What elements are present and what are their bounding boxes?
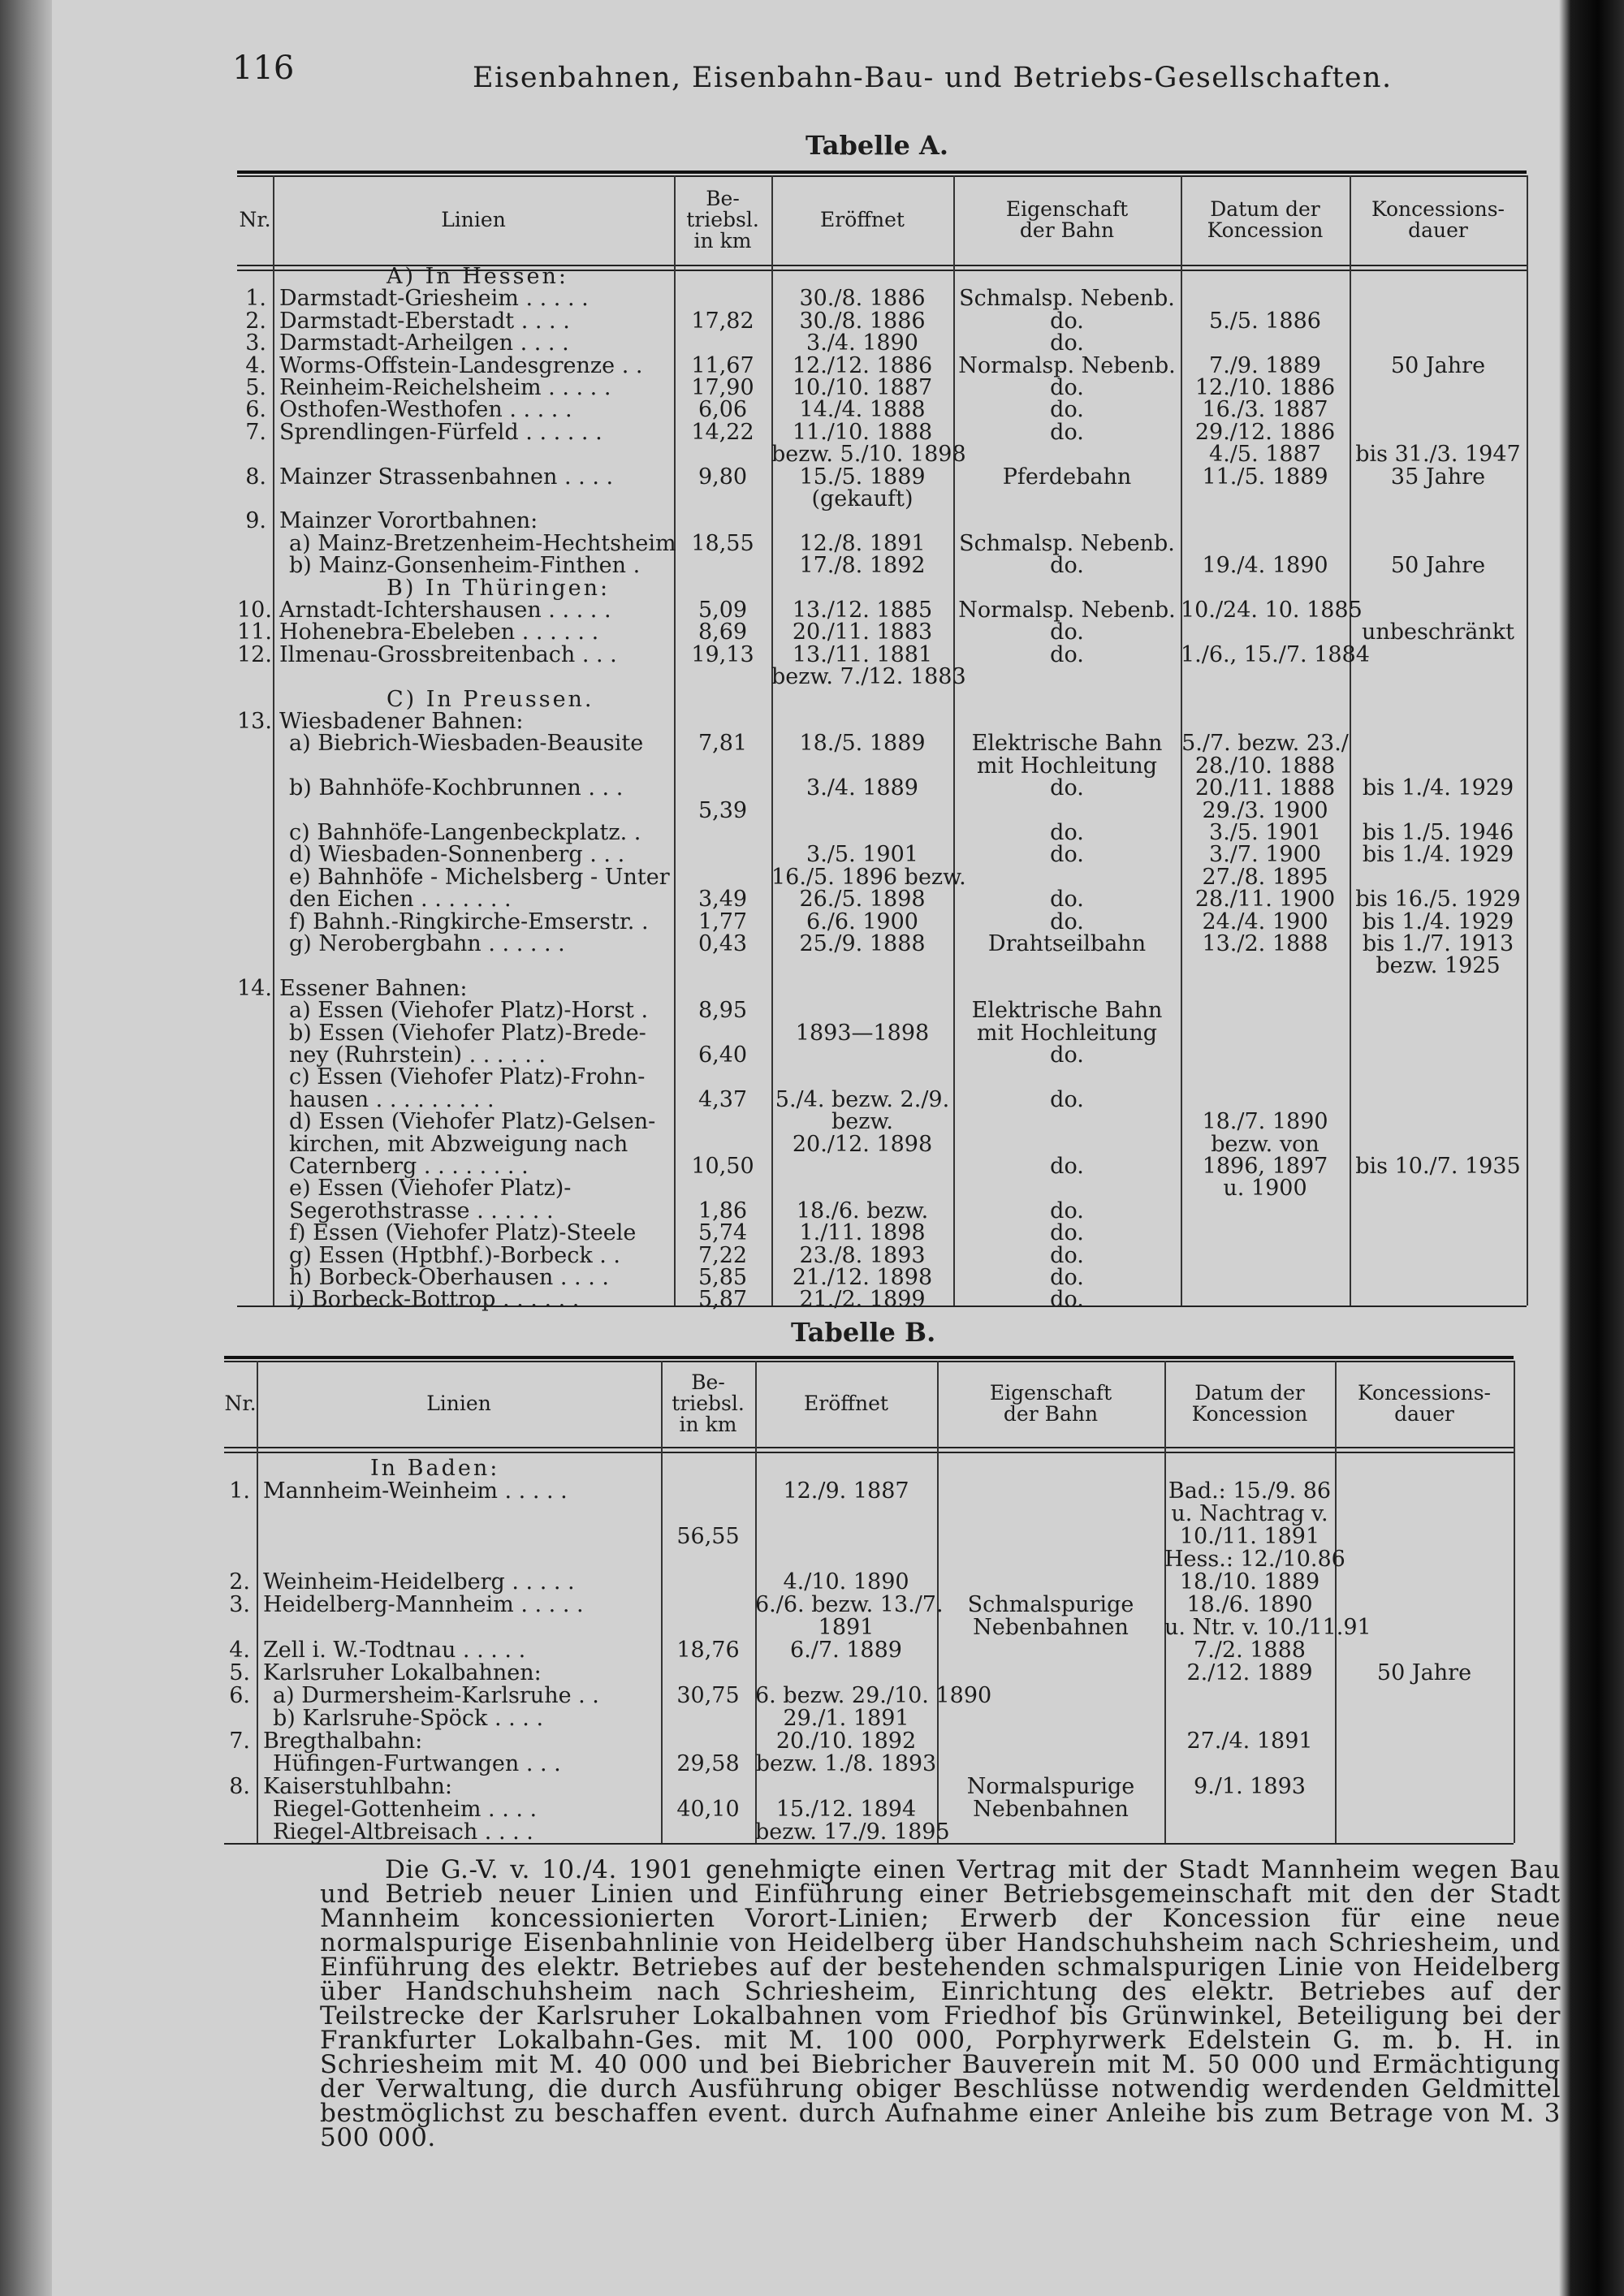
cell-eroeffnet: bezw. 7./12. 1883 (771, 664, 966, 690)
cell-datum: 10./24. 10. 1885 (1181, 598, 1363, 623)
cell-linie: f) Essen (Viehofer Platz)-Steele (289, 1220, 637, 1246)
cell-betriebslaenge: 5,85 (698, 1265, 748, 1290)
cell-dauer: 50 Jahre (1390, 352, 1486, 378)
cell-eigenschaft: Drahtseilbahn (987, 931, 1147, 956)
cell-datum: 2./12. 1889 (1186, 1660, 1313, 1685)
table-top-rule (237, 170, 1527, 174)
cell-dauer: 50 Jahre (1390, 553, 1486, 579)
header-nr: Nr. (239, 208, 271, 231)
column-divider (1514, 1361, 1515, 1843)
cell-nr: 5. (245, 375, 266, 400)
cell-linie: f) Bahnh.-Ringkirche-Emserstr. . (289, 908, 649, 934)
cell-nr: 12. (237, 641, 272, 667)
cell-nr: 4. (229, 1638, 250, 1663)
cell-eroeffnet: 15./5. 1889 (799, 464, 926, 490)
book-gutter-left (0, 0, 52, 2296)
cell-eigenschaft: Normalspurige (966, 1774, 1135, 1799)
table-bottom-rule (224, 1843, 1514, 1845)
cell-datum: 28./10. 1888 (1194, 753, 1336, 779)
cell-eroeffnet: 12./8. 1891 (799, 530, 926, 556)
cell-betriebslaenge: 5,87 (698, 1287, 748, 1313)
cell-linie: ney (Ruhrstein) . . . . . . (289, 1042, 546, 1068)
cell-eigenschaft: do. (1050, 842, 1084, 868)
cell-dauer: 50 Jahre (1376, 1660, 1472, 1685)
cell-eroeffnet: 13./12. 1885 (792, 598, 933, 623)
cell-eigenschaft: Nebenbahnen (973, 1615, 1129, 1640)
header-datum: Datum der Koncession (1207, 197, 1324, 242)
table-title: Tabelle B. (791, 1317, 936, 1348)
cell-eroeffnet: 14./4. 1888 (799, 397, 926, 423)
cell-nr: 1. (245, 286, 266, 312)
cell-nr: 7. (245, 419, 266, 445)
cell-linie: c) Essen (Viehofer Platz)-Frohn- (289, 1064, 646, 1090)
cell-betriebslaenge: 18,55 (691, 530, 754, 556)
cell-eroeffnet: (gekauft) (811, 486, 914, 511)
cell-eroeffnet: 21./2. 1899 (799, 1287, 926, 1313)
cell-dauer: bis 1./4. 1929 (1362, 842, 1514, 868)
cell-linie: Kaiserstuhlbahn: (263, 1774, 453, 1799)
cell-linie: b) Essen (Viehofer Platz)-Brede- (289, 1020, 646, 1046)
cell-nr: 8. (229, 1774, 250, 1799)
header-eroeffnet: Eröffnet (820, 208, 905, 231)
cell-linie: Heidelberg-Mannheim . . . . . (263, 1592, 584, 1617)
cell-linie: Mainzer Vorortbahnen: (279, 508, 538, 534)
cell-datum: u. 1900 (1223, 1176, 1307, 1202)
cell-betriebslaenge: 17,90 (691, 375, 754, 400)
cell-linie: B) In Thüringen: (387, 575, 611, 601)
column-divider (1527, 175, 1528, 1306)
table-top-rule-thin (224, 1361, 1514, 1362)
cell-eroeffnet: 25./9. 1888 (799, 931, 926, 956)
cell-datum: Hess.: 12./10.86 (1164, 1547, 1345, 1572)
cell-datum: Bad.: 15./9. 86 (1168, 1478, 1332, 1504)
cell-dauer: bis 1./5. 1946 (1362, 820, 1514, 845)
cell-nr: 6. (245, 397, 266, 423)
page-running-title: Eisenbahnen, Eisenbahn-Bau- und Betriebs-Gesellschaften. (473, 62, 1393, 94)
cell-nr: 3. (245, 330, 266, 356)
cell-linie: Osthofen-Westhofen . . . . . (279, 397, 572, 423)
cell-linie: Essener Bahnen: (279, 975, 468, 1001)
cell-eroeffnet: 1893—1898 (795, 1020, 930, 1046)
cell-linie: Riegel-Altbreisach . . . . (273, 1819, 533, 1845)
table-top-rule (224, 1356, 1514, 1359)
cell-datum: 3./7. 1900 (1209, 842, 1321, 868)
table-bottom-rule (237, 1306, 1527, 1307)
cell-eroeffnet: 6. bezw. 29./10. 1890 (755, 1683, 992, 1708)
cell-betriebslaenge: 14,22 (691, 419, 754, 445)
header-datum: Datum der Koncession (1191, 1381, 1308, 1426)
cell-betriebslaenge: 29,58 (676, 1751, 740, 1776)
cell-datum: 29./3. 1900 (1202, 797, 1328, 823)
cell-eroeffnet: 21./12. 1898 (792, 1265, 933, 1290)
cell-datum: 27./8. 1895 (1202, 864, 1328, 890)
cell-betriebslaenge: 17,82 (691, 308, 754, 334)
cell-eroeffnet: 1./11. 1898 (799, 1220, 926, 1246)
cell-linie: a) Essen (Viehofer Platz)-Horst . (289, 998, 649, 1024)
cell-nr: 5. (229, 1660, 250, 1685)
cell-linie: b) Mainz-Gonsenheim-Finthen . (289, 553, 641, 579)
cell-eroeffnet: 3./5. 1901 (806, 842, 918, 868)
header-betriebslaenge: Be- triebsl. in km (686, 187, 759, 252)
cell-eroeffnet: 5./4. bezw. 2./9. (775, 1086, 950, 1112)
header-linien: Linien (426, 1392, 491, 1415)
cell-linie: Wiesbadener Bahnen: (279, 709, 524, 734)
cell-datum: 29./12. 1886 (1194, 419, 1336, 445)
column-divider (1335, 1361, 1337, 1843)
cell-eroeffnet: 29./1. 1891 (783, 1706, 909, 1731)
table-top-rule-thin (237, 175, 1527, 177)
column-divider (257, 1361, 258, 1843)
cell-linie: hausen . . . . . . . . . (289, 1086, 495, 1112)
cell-nr: 4. (245, 352, 266, 378)
cell-eigenschaft: do. (1050, 820, 1084, 845)
cell-datum: 16./3. 1887 (1202, 397, 1328, 423)
cell-linie: Sprendlingen-Fürfeld . . . . . . (279, 419, 603, 445)
cell-datum: 27./4. 1891 (1186, 1728, 1313, 1754)
cell-datum: 5./7. bezw. 23./ (1181, 731, 1349, 757)
cell-linie: Segerothstrasse . . . . . . (289, 1198, 554, 1224)
cell-linie: Zell i. W.-Todtnau . . . . . (263, 1638, 526, 1663)
cell-eroeffnet: bezw. 5./10. 1898 (771, 442, 966, 468)
cell-linie: In Baden: (370, 1456, 500, 1481)
cell-dauer: bis 1./4. 1929 (1362, 908, 1514, 934)
cell-dauer: 35 Jahre (1390, 464, 1486, 490)
cell-datum: 5./5. 1886 (1209, 308, 1321, 334)
cell-eroeffnet: 20./10. 1892 (775, 1728, 917, 1754)
cell-dauer: unbeschränkt (1361, 619, 1514, 645)
cell-nr: 3. (229, 1592, 250, 1617)
cell-linie: e) Essen (Viehofer Platz)- (289, 1176, 572, 1202)
cell-linie: Riegel-Gottenheim . . . . (273, 1797, 538, 1822)
cell-linie: Darmstadt-Griesheim . . . . . (279, 286, 589, 312)
paragraph-text: Die G.-V. v. 10./4. 1901 genehmigte einen Vertrag mit der Stadt Mannheim wegen Bau und Betrieb neuer Linien und Einführung einer Betriebsgemeinschaft mit den der Stadt Mannheim koncessionierten Vorort-Linien; Erwerb der Koncession für eine neue normalspurige Eisenbahnlinie von Heidelberg über Handschuhsheim nach Schriesheim, und Einführung des elektr. Betriebes auf der bestehenden schmalspurigen Linie von Heidelberg über Handschuhsheim nach Schriesheim, Einrichtung des elektr. Betriebes auf der Teilstrecke der Karlsruher Lokalbahnen vom Friedhof bis Grünwinkel, Beteiligung bei der Frankfurter Lokalbahn-Ges. mit M. 100 000, Porphyrwerk Edelstein G. m. b. H. in Schriesheim mit M. 40 000 und bei Biebricher Bauverein mit M. 50 000 und Ermächtigung der Verwaltung, die durch Ausführung obiger Beschlüsse notwendig werdenden Geldmittel bestmöglichst zu beschaffen event. durch Aufnahme einer Anleihe bis zum Betrage von M. 3 500 000. (320, 1855, 1561, 2152)
cell-linie: Arnstadt-Ichtershausen . . . . . (279, 598, 611, 623)
cell-datum: 1./6., 15./7. 1884 (1181, 641, 1370, 667)
cell-dauer: bezw. 1925 (1376, 953, 1501, 979)
cell-eigenschaft: mit Hochleitung (976, 753, 1158, 779)
cell-dauer: bis 1./7. 1913 (1362, 931, 1514, 956)
cell-linie: d) Wiesbaden-Sonnenberg . . . (289, 842, 625, 868)
cell-eroeffnet: 12./12. 1886 (792, 352, 933, 378)
cell-dauer: bis 16./5. 1929 (1355, 887, 1521, 913)
cell-eroeffnet: 6./7. 1889 (790, 1638, 902, 1663)
cell-nr: 14. (237, 975, 272, 1001)
cell-linie: c) Bahnhöfe-Langenbeckplatz. . (289, 820, 641, 845)
column-divider (1350, 175, 1351, 1306)
cell-betriebslaenge: 11,67 (691, 352, 754, 378)
cell-linie: Mannheim-Weinheim . . . . . (263, 1478, 568, 1504)
cell-betriebslaenge: 3,49 (698, 887, 748, 913)
cell-linie: Karlsruher Lokalbahnen: (263, 1660, 542, 1685)
cell-linie: b) Karlsruhe-Spöck . . . . (273, 1706, 544, 1731)
cell-linie: den Eichen . . . . . . . (289, 887, 512, 913)
cell-eroeffnet: 4./10. 1890 (783, 1569, 909, 1595)
cell-nr: 2. (229, 1569, 250, 1595)
cell-datum: u. Nachtrag v. (1171, 1501, 1328, 1526)
cell-nr: 11. (237, 619, 272, 645)
cell-eroeffnet: 6./6. bezw. 13./7. (755, 1592, 944, 1617)
cell-eigenschaft: Normalsp. Nebenb. (958, 352, 1176, 378)
cell-eigenschaft: do. (1050, 1154, 1084, 1179)
cell-nr: 13. (237, 709, 272, 734)
cell-eroeffnet: bezw. 17./9. 1895 (755, 1819, 950, 1845)
cell-linie: a) Biebrich-Wiesbaden-Beausite (289, 731, 644, 757)
cell-betriebslaenge: 1,77 (698, 908, 748, 934)
cell-eroeffnet: bezw. 1./8. 1893 (755, 1751, 937, 1776)
cell-eigenschaft: do. (1050, 330, 1084, 356)
cell-nr: 9. (245, 508, 266, 534)
cell-betriebslaenge: 30,75 (676, 1683, 740, 1708)
cell-betriebslaenge: 7,22 (698, 1242, 748, 1268)
cell-eroeffnet: 18./6. bezw. (796, 1198, 929, 1224)
cell-eroeffnet: 12./9. 1887 (783, 1478, 909, 1504)
cell-betriebslaenge: 5,74 (698, 1220, 748, 1246)
cell-eigenschaft: do. (1050, 553, 1084, 579)
cell-linie: h) Borbeck-Oberhausen . . . . (289, 1265, 609, 1290)
header-eigenschaft: Eigenschaft der Bahn (989, 1381, 1112, 1426)
cell-eroeffnet: 3./4. 1889 (806, 775, 918, 801)
cell-betriebslaenge: 8,69 (698, 619, 748, 645)
cell-eigenschaft: do. (1050, 1086, 1084, 1112)
cell-eigenschaft: do. (1050, 1198, 1084, 1224)
table-header-rule (224, 1447, 1514, 1453)
cell-linie: Darmstadt-Arheilgen . . . . (279, 330, 569, 356)
cell-eroeffnet: 17./8. 1892 (799, 553, 926, 579)
cell-eigenschaft: do. (1050, 619, 1084, 645)
cell-linie: i) Borbeck-Bottrop . . . . . . (289, 1287, 580, 1313)
cell-linie: Reinheim-Reichelsheim . . . . . (279, 375, 611, 400)
cell-datum: 18./7. 1890 (1202, 1109, 1328, 1135)
cell-linie: Caternberg . . . . . . . . (289, 1154, 529, 1179)
cell-eroeffnet: 13./11. 1881 (792, 641, 933, 667)
cell-linie: Mainzer Strassenbahnen . . . . (279, 464, 614, 490)
cell-linie: Ilmenau-Grossbreitenbach . . . (279, 641, 617, 667)
cell-eroeffnet: 3./4. 1890 (806, 330, 918, 356)
header-dauer: Koncessions- dauer (1357, 1381, 1492, 1426)
cell-betriebslaenge: 40,10 (676, 1797, 740, 1822)
cell-datum: 20./11. 1888 (1194, 775, 1336, 801)
cell-eigenschaft: do. (1050, 397, 1084, 423)
cell-eroeffnet: 20./11. 1883 (792, 619, 933, 645)
cell-linie: Bregthalbahn: (263, 1728, 423, 1754)
cell-betriebslaenge: 5,39 (698, 797, 748, 823)
cell-eroeffnet: 15./12. 1894 (775, 1797, 917, 1822)
cell-linie: g) Essen (Hptbhf.)-Borbeck . . (289, 1242, 621, 1268)
cell-eigenschaft: Elektrische Bahn (971, 731, 1163, 757)
cell-eigenschaft: Normalsp. Nebenb. (958, 598, 1176, 623)
cell-eigenschaft: do. (1050, 887, 1084, 913)
cell-eigenschaft: do. (1050, 1042, 1084, 1068)
cell-linie: Darmstadt-Eberstadt . . . . (279, 308, 570, 334)
cell-eigenschaft: Pferdebahn (1002, 464, 1132, 490)
cell-datum: 11./5. 1889 (1202, 464, 1328, 490)
cell-linie: b) Bahnhöfe-Kochbrunnen . . . (289, 775, 624, 801)
cell-eigenschaft: do. (1050, 375, 1084, 400)
cell-nr: 10. (237, 598, 272, 623)
cell-betriebslaenge: 0,43 (698, 931, 748, 956)
cell-eroeffnet: 1891 (818, 1615, 875, 1640)
header-nr: Nr. (224, 1392, 257, 1415)
cell-linie: g) Nerobergbahn . . . . . . (289, 931, 565, 956)
cell-nr: 2. (245, 308, 266, 334)
cell-eroeffnet: 18./5. 1889 (799, 731, 926, 757)
cell-betriebslaenge: 18,76 (676, 1638, 740, 1663)
cell-eroeffnet: 30./8. 1886 (799, 308, 926, 334)
cell-linie: d) Essen (Viehofer Platz)-Gelsen- (289, 1109, 656, 1135)
cell-datum: 18./10. 1889 (1179, 1569, 1320, 1595)
cell-eroeffnet: 20./12. 1898 (792, 1131, 933, 1157)
cell-datum: 4./5. 1887 (1209, 442, 1321, 468)
cell-linie: Worms-Offstein-Landesgrenze . . (279, 352, 643, 378)
body-paragraph (320, 1855, 1561, 2152)
cell-betriebslaenge: 19,13 (691, 641, 754, 667)
cell-linie: kirchen, mit Abzweigung nach (289, 1131, 628, 1157)
cell-linie: C) In Preussen. (387, 686, 594, 712)
cell-datum: 3./5. 1901 (1209, 820, 1321, 845)
cell-eroeffnet: 6./6. 1900 (806, 908, 918, 934)
cell-linie: A) In Hessen: (387, 264, 568, 289)
cell-nr: 6. (229, 1683, 250, 1708)
cell-betriebslaenge: 6,06 (698, 397, 748, 423)
cell-datum: bezw. von (1211, 1131, 1320, 1157)
cell-eigenschaft: Schmalsp. Nebenb. (959, 286, 1175, 312)
cell-datum: 7./2. 1888 (1194, 1638, 1306, 1663)
cell-eroeffnet: 16./5. 1896 bezw. (771, 864, 966, 890)
cell-eroeffnet: 30./8. 1886 (799, 286, 926, 312)
cell-datum: 9./1. 1893 (1194, 1774, 1306, 1799)
cell-datum: 1896, 1897 (1202, 1154, 1328, 1179)
cell-betriebslaenge: 5,09 (698, 598, 748, 623)
cell-eigenschaft: Schmalspurige (967, 1592, 1134, 1617)
cell-dauer: bis 1./4. 1929 (1362, 775, 1514, 801)
header-linien: Linien (441, 208, 506, 231)
cell-datum: 24./4. 1900 (1202, 908, 1328, 934)
cell-datum: u. Ntr. v. 10./11.91 (1164, 1615, 1371, 1640)
cell-eroeffnet: 23./8. 1893 (799, 1242, 926, 1268)
cell-datum: 10./11. 1891 (1179, 1524, 1320, 1549)
cell-eigenschaft: do. (1050, 1265, 1084, 1290)
cell-eigenschaft: do. (1050, 641, 1084, 667)
cell-datum: 18./6. 1890 (1186, 1592, 1313, 1617)
cell-betriebslaenge: 4,37 (698, 1086, 748, 1112)
column-divider (273, 175, 274, 1306)
cell-eigenschaft: do. (1050, 908, 1084, 934)
cell-eigenschaft: do. (1050, 1287, 1084, 1313)
cell-eigenschaft: Nebenbahnen (973, 1797, 1129, 1822)
cell-betriebslaenge: 6,40 (698, 1042, 748, 1068)
cell-betriebslaenge: 7,81 (698, 731, 748, 757)
cell-nr: 7. (229, 1728, 250, 1754)
cell-datum: 12./10. 1886 (1194, 375, 1336, 400)
book-edge-right (1559, 0, 1624, 2296)
cell-eigenschaft: Elektrische Bahn (971, 998, 1163, 1024)
cell-betriebslaenge: 1,86 (698, 1198, 748, 1224)
cell-betriebslaenge: 10,50 (691, 1154, 754, 1179)
cell-eigenschaft: Schmalsp. Nebenb. (959, 530, 1175, 556)
cell-eigenschaft: do. (1050, 1220, 1084, 1246)
cell-linie: e) Bahnhöfe - Michelsberg - Unter (289, 864, 670, 890)
cell-linie: Weinheim-Heidelberg . . . . . (263, 1569, 575, 1595)
cell-eroeffnet: 11./10. 1888 (792, 419, 933, 445)
cell-eigenschaft: do. (1050, 1242, 1084, 1268)
cell-linie: a) Durmersheim-Karlsruhe . . (273, 1683, 599, 1708)
page-number: 116 (232, 50, 295, 87)
header-eroeffnet: Eröffnet (804, 1392, 888, 1415)
document-page (52, 0, 1559, 2296)
cell-datum: 19./4. 1890 (1202, 553, 1328, 579)
cell-eroeffnet: 26./5. 1898 (799, 887, 926, 913)
cell-dauer: bis 10./7. 1935 (1355, 1154, 1521, 1179)
cell-eroeffnet: 10./10. 1887 (792, 375, 933, 400)
cell-datum: 28./11. 1900 (1194, 887, 1336, 913)
cell-betriebslaenge: 9,80 (698, 464, 748, 490)
cell-eroeffnet: bezw. (831, 1109, 893, 1135)
cell-nr: 8. (245, 464, 266, 490)
cell-betriebslaenge: 8,95 (698, 998, 748, 1024)
cell-linie: Hohenebra-Ebeleben . . . . . . (279, 619, 599, 645)
cell-eigenschaft: mit Hochleitung (976, 1020, 1158, 1046)
table-title: Tabelle A. (806, 130, 948, 161)
cell-datum: 7./9. 1889 (1209, 352, 1321, 378)
cell-eigenschaft: do. (1050, 308, 1084, 334)
cell-linie: Hüfingen-Furtwangen . . . (273, 1751, 561, 1776)
cell-dauer: bis 31./3. 1947 (1355, 442, 1521, 468)
cell-betriebslaenge: 56,55 (676, 1524, 740, 1549)
cell-linie: a) Mainz-Bretzenheim-Hechtsheim (289, 530, 676, 556)
header-dauer: Koncessions- dauer (1371, 197, 1505, 242)
header-betriebslaenge: Be- triebsl. in km (672, 1370, 745, 1436)
cell-datum: 13./2. 1888 (1202, 931, 1328, 956)
cell-nr: 1. (229, 1478, 250, 1504)
cell-eigenschaft: do. (1050, 419, 1084, 445)
cell-eigenschaft: do. (1050, 775, 1084, 801)
header-eigenschaft: Eigenschaft der Bahn (1005, 197, 1129, 242)
